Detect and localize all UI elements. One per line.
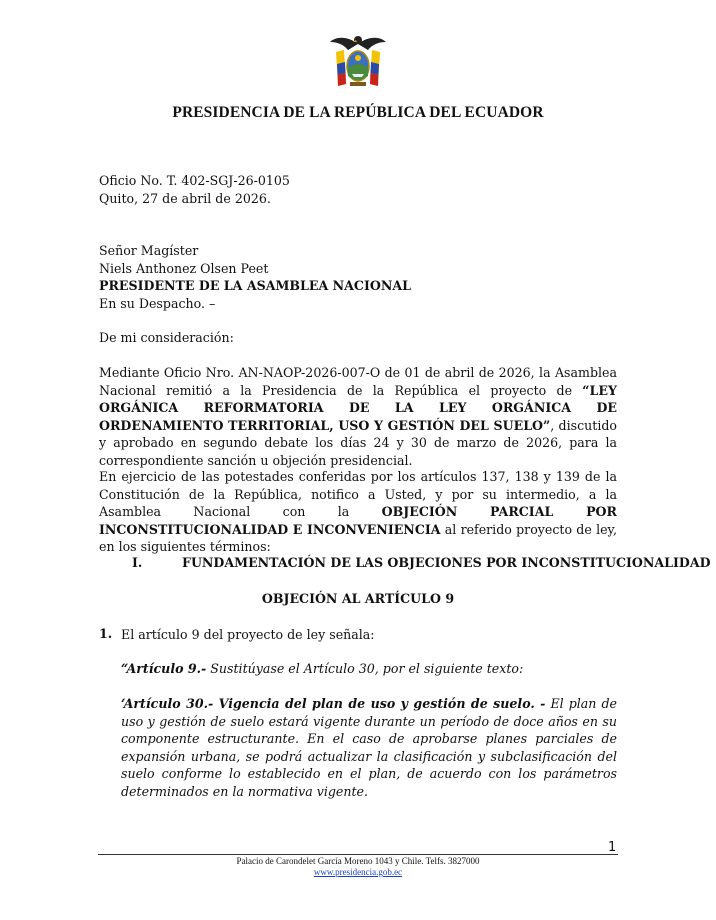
recipient-salutation: Señor Magíster — [99, 243, 199, 258]
institution-title: PRESIDENCIA DE LA REPÚBLICA DEL ECUADOR — [172, 104, 544, 121]
quote-article-title: “Artículo 9.- — [121, 661, 207, 676]
page-number: 1 — [608, 840, 617, 855]
footer-address: Palacio de Carondelet García Moreno 1043 y Chile. Telfs. 3827000 — [236, 856, 480, 866]
section-number: I. — [132, 555, 143, 570]
article-30-text — [121, 695, 617, 801]
article-30-body: El plan de uso y gestión de suelo estará vigente durante un período de doce años en su componente estructurante. En el caso de aprobarse planes parciales de expansión urbana, se podrá actualizar la clasificación y subclasificación del suelo conforme lo establecido en el plan, de acuerdo con los parámetros determinados en la normativa vigente. — [121, 696, 617, 799]
paragraph-objection-text-2: al referido proyecto de ley, en los siguientes términos: — [99, 521, 617, 555]
greeting: De mi consideración: — [99, 330, 234, 345]
paragraph-objection-text-1: En ejercicio de las potestades conferidas por los artículos 137, 138 y 139 de la Constitución de la República, notifico a Usted, y por su intermedio, a la Asamblea Nacional con la — [99, 469, 617, 520]
section-title: FUNDAMENTACIÓN DE LAS OBJECIONES POR INCONSTITUCIONALIDAD — [182, 555, 711, 570]
law-title: “LEY ORGÁNICA REFORMATORIA DE LA LEY ORGÁNICA DE ORDENAMIENTO TERRITORIAL, USO Y GESTIÓN DEL SUELO” — [99, 382, 617, 433]
footer-website-link[interactable]: www.presidencia.gob.ec — [313, 867, 403, 877]
paragraph-referral-text-1: Mediante Oficio Nro. AN-NAOP-2026-007-O de 01 de abril de 2026, la Asamblea Nacional remitió a la Presidencia de la República el proyecto de — [99, 365, 617, 398]
objection-type: OBJECIÓN PARCIAL POR INCONSTITUCIONALIDAD E INCONVENIENCIA — [99, 504, 617, 537]
objection-title: OBJECIÓN AL ARTÍCULO 9 — [261, 591, 455, 606]
recipient-name: Niels Anthonez Olsen Peet — [99, 261, 269, 276]
article-30-title: ‘Artículo 30.- Vigencia del plan de uso y gestión de suelo. - — [121, 696, 546, 711]
quote-line — [121, 660, 523, 678]
item-number: 1. — [99, 626, 113, 641]
item-text: El artículo 9 del proyecto de ley señala: — [121, 627, 375, 642]
footer-divider — [98, 854, 618, 855]
office-number: Oficio No. T. 402-SGJ-26-0105 — [99, 173, 290, 188]
coat-of-arms-logo — [328, 30, 388, 92]
recipient-position: PRESIDENTE DE LA ASAMBLEA NACIONAL — [99, 278, 411, 293]
recipient-closing: En su Despacho. – — [99, 296, 216, 311]
paragraph-objection — [99, 468, 617, 556]
paragraph-referral — [99, 364, 617, 470]
paragraph-referral-text-2: , discutido y aprobado en segundo debate los días 24 y 30 de marzo de 2026, para la correspondiente sanción u objeción presidencial. — [99, 417, 618, 468]
quote-article-text: Sustitúyase el Artículo 30, por el siguiente texto: — [206, 661, 524, 676]
footer-website-wrap — [0, 867, 716, 878]
office-date: Quito, 27 de abril de 2026. — [99, 191, 271, 206]
